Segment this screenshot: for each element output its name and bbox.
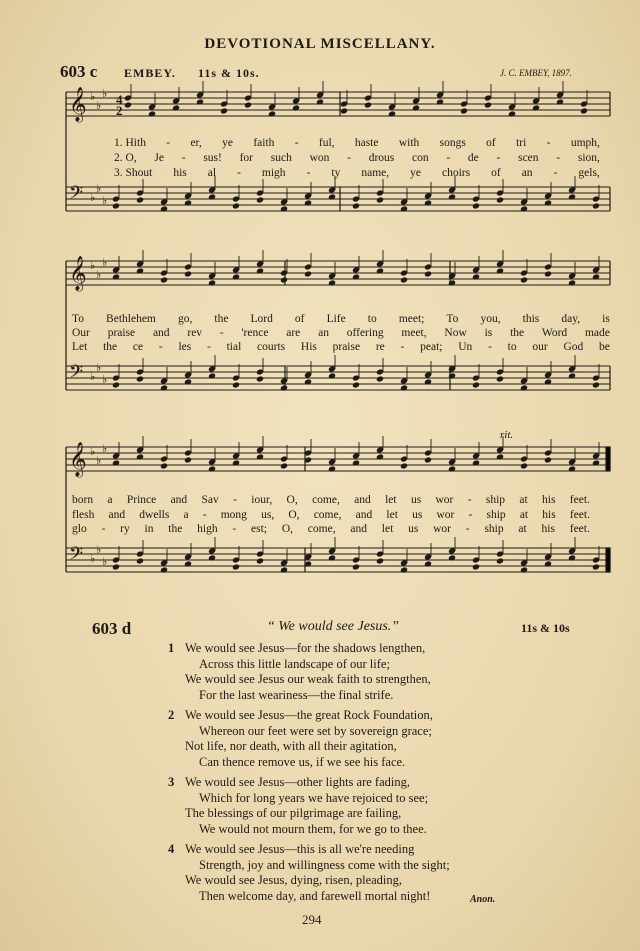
lyric-syllable: - [101, 523, 106, 535]
lyric-syllable: rev [187, 327, 203, 339]
lyric-syllable: go, [177, 313, 193, 325]
lyric-syllable: ty [331, 167, 341, 179]
page-number: 294 [302, 912, 322, 927]
flat-sign: ♭ [96, 99, 102, 112]
lyric-syllable: - [468, 509, 473, 521]
final-bar [606, 447, 610, 471]
lyric-syllable: come, [313, 509, 342, 521]
lyric-syllable: Sav [201, 494, 219, 506]
flat-sign: ♭ [90, 370, 96, 383]
note-head [424, 456, 432, 463]
lyric-syllable: ship [484, 523, 504, 535]
lyric-syllable: - [202, 509, 207, 521]
lyric-syllable: les [178, 341, 192, 353]
note-head [112, 202, 120, 209]
lyric-syllable: sus! [203, 152, 222, 164]
lyric-syllable: Our [72, 327, 90, 339]
lyric-syllable: born [72, 494, 94, 506]
note-head [136, 375, 144, 382]
lyric-syllable: glo [72, 523, 87, 535]
stanza-number: 3 [168, 775, 175, 789]
lyric-syllable: meet, [401, 327, 427, 339]
stanza-line: Which for long years we have rejoiced to see; [199, 790, 429, 805]
note-head [232, 381, 240, 388]
note-head [112, 381, 120, 388]
lyric-line [72, 494, 590, 506]
lyric-syllable: wor [436, 509, 455, 521]
lyric-syllable: ye [410, 167, 421, 179]
note-head [520, 276, 528, 283]
flat-sign: ♭ [90, 552, 96, 565]
lyric-syllable: songs [439, 137, 466, 149]
lyric-syllable: made [584, 327, 610, 339]
hymn-title: “ We would see Jesus.” [267, 619, 400, 634]
note-head [256, 375, 264, 382]
lyric-syllable: ce [132, 341, 144, 353]
lyric-line [114, 137, 600, 149]
lyric-syllable: ship [486, 509, 506, 521]
lyric-syllable: let [386, 509, 398, 521]
lyric-syllable: in [144, 523, 154, 535]
lyric-syllable: us [412, 509, 423, 521]
rit-marking: rit. [500, 429, 514, 441]
stanza-number: 2 [168, 708, 175, 722]
lyric-syllable: - [347, 152, 351, 164]
note-head [472, 202, 480, 209]
bass-clef: 𝄢 [69, 544, 84, 569]
stanza-line: We would see Jesus—the great Rock Foundation, [185, 708, 433, 722]
lyric-syllable: O, [288, 509, 300, 521]
flat-sign: ♭ [96, 182, 102, 195]
lyric-syllable: at [518, 523, 527, 535]
lyric-syllable: er, [190, 137, 202, 149]
lyric-syllable: let [381, 523, 394, 535]
flat-sign: ♭ [102, 87, 108, 100]
lyric-syllable: - [553, 167, 558, 179]
note-head [376, 557, 384, 564]
lyric-syllable: al [207, 167, 217, 179]
lyric-syllable: sion, [577, 152, 600, 164]
lyric-syllable: mong [220, 509, 247, 521]
time-signature-lower: 2 [116, 103, 123, 118]
treble-clef: 𝄞 [69, 87, 87, 122]
lyric-syllable: iour, [251, 494, 273, 506]
note-head [184, 456, 192, 463]
lyric-syllable: - [496, 152, 501, 164]
lyric-syllable: O, [286, 494, 298, 506]
lyric-syllable: - [465, 523, 470, 535]
tune-name: EMBEY. [124, 66, 176, 80]
lyric-syllable: haste [354, 137, 379, 149]
stanza [168, 708, 433, 770]
lyric-syllable: and [152, 327, 170, 339]
bass-clef: 𝄢 [69, 362, 84, 387]
note-head [160, 462, 168, 469]
stanza-line: We would see Jesus, dying, risen, pleading, [185, 873, 403, 887]
lyric-syllable: and [170, 494, 188, 506]
lyric-syllable: umph, [570, 137, 600, 149]
stanza-line: Then welcome day, and farewell mortal night! [199, 888, 431, 903]
lyric-syllable: Lord [250, 313, 273, 325]
note-head [232, 202, 240, 209]
lyric-syllable: peat; [420, 341, 443, 353]
treble-clef: 𝄞 [69, 442, 87, 477]
lyric-syllable: est; [251, 523, 268, 535]
note-head [304, 270, 312, 277]
lyric-line [72, 509, 590, 521]
note-head [124, 101, 132, 108]
lyric-syllable: and [350, 523, 367, 535]
note-head [484, 101, 492, 108]
hymn-number-b: 603 d [92, 619, 132, 638]
lyric-syllable: praise [332, 341, 361, 353]
stanza [168, 842, 450, 904]
note-head [160, 276, 168, 283]
time-signature: 4 [116, 92, 123, 107]
flat-sign: ♭ [90, 191, 96, 204]
note-head [184, 270, 192, 277]
running-head: DEVOTIONAL MISCELLANY. [204, 36, 436, 52]
lyric-syllable: are [286, 327, 301, 339]
note-head [592, 563, 600, 570]
stanza-number: 1 [168, 641, 175, 655]
lyric-syllable: his [542, 494, 556, 506]
lyric-syllable: God [563, 341, 584, 353]
lyric-syllable: - [206, 341, 211, 353]
lyric-syllable: - [546, 137, 551, 149]
lyric-syllable: feet. [569, 523, 590, 535]
stanza-line: Whereon our feet were set by sovereign grace; [199, 723, 432, 738]
lyric-syllable: choirs [442, 167, 471, 179]
final-bar [606, 548, 610, 572]
lyric-syllable: Prince [126, 494, 157, 506]
lyric-syllable: dwells [139, 509, 170, 521]
flat-sign: ♭ [102, 256, 108, 269]
meter-b: 11s & 10s [521, 621, 570, 635]
flat-sign: ♭ [96, 454, 102, 467]
lyric-syllable: for [239, 152, 254, 164]
lyric-syllable: praise [107, 327, 136, 339]
lyric-syllable: To [72, 313, 84, 325]
note-head [544, 270, 552, 277]
flat-sign: ♭ [102, 194, 108, 207]
note-head [520, 462, 528, 469]
lyric-syllable: of [486, 137, 496, 149]
lyric-syllable: 'rence [241, 327, 269, 339]
note-head [112, 563, 120, 570]
note-head [580, 107, 588, 114]
lyric-syllable: Now [444, 327, 467, 339]
lyric-syllable: come, [312, 494, 340, 506]
lyric-syllable: his [542, 509, 556, 521]
lyric-syllable: - [467, 494, 472, 506]
note-head [460, 107, 468, 114]
lyric-syllable: be [599, 341, 610, 353]
lyric-syllable: - [488, 341, 492, 353]
lyric-syllable: To [446, 313, 459, 325]
stanza-number: 4 [168, 842, 175, 856]
lyric-line [72, 313, 610, 325]
lyric-syllable: his [541, 523, 555, 535]
lyric-syllable: Life [326, 313, 346, 325]
flat-sign: ♭ [90, 90, 96, 103]
lyric-syllable: day, [561, 313, 581, 325]
lyric-syllable: - [446, 152, 451, 164]
lyric-syllable: won [309, 152, 330, 164]
stanza-line: The blessings of our pilgrimage are failing, [185, 806, 402, 820]
lyric-syllable: gels, [578, 167, 600, 179]
stanza-line: We would see Jesus—other lights are fading, [185, 775, 410, 789]
note-head [496, 375, 504, 382]
note-head [400, 276, 408, 283]
lyric-syllable: 1. Hith [114, 137, 146, 149]
note-head [472, 563, 480, 570]
lyric-syllable: 2. O, [114, 152, 137, 164]
stanza-line: We would see Jesus—for the shadows lengthen, [185, 641, 426, 655]
meter: 11s & 10s. [198, 66, 260, 80]
flat-sign: ♭ [102, 555, 108, 568]
lyric-syllable: - [232, 523, 237, 535]
lyric-syllable: to [507, 341, 517, 353]
stanza [168, 775, 428, 837]
note-head [472, 381, 480, 388]
note-head [256, 557, 264, 564]
flat-sign: ♭ [90, 259, 96, 272]
lyric-syllable: name, [361, 167, 390, 179]
flat-sign: ♭ [90, 445, 96, 458]
lyric-syllable: meet; [398, 313, 425, 325]
lyric-syllable: - [237, 167, 241, 179]
lyric-syllable: and [108, 509, 126, 521]
flat-sign: ♭ [96, 268, 102, 281]
lyric-syllable: such [270, 152, 292, 164]
lyric-syllable: you, [480, 313, 501, 325]
note-head [376, 196, 384, 203]
lyric-syllable: tial [226, 341, 242, 353]
lyric-syllable: the [214, 313, 229, 325]
lyric-line [72, 327, 610, 339]
note-head [496, 196, 504, 203]
lyric-syllable: - [556, 152, 561, 164]
lyric-line [72, 523, 590, 535]
lyric-syllable: Let [72, 341, 88, 353]
lyric-syllable: feet. [569, 494, 590, 506]
note-head [256, 196, 264, 203]
lyric-syllable: the [103, 341, 118, 353]
flat-sign: ♭ [96, 543, 102, 556]
lyric-syllable: courts [257, 341, 286, 353]
lyric-syllable: ful, [318, 137, 335, 149]
note-head [244, 101, 252, 108]
stanza-line: We would see Jesus—this is all we're needing [185, 842, 415, 856]
lyric-syllable: - [306, 167, 311, 179]
lyric-syllable: Un [458, 341, 473, 353]
lyric-syllable: offering [346, 327, 384, 339]
lyric-syllable: ye [222, 137, 233, 149]
lyric-syllable: ry [120, 523, 130, 535]
lyric-syllable: wor [433, 523, 451, 535]
lyric-syllable: Bethlehem [106, 313, 156, 325]
note-head [364, 101, 372, 108]
lyric-syllable: tri [516, 137, 527, 149]
note-head [400, 462, 408, 469]
composer: J. C. EMBEY, 1897. [500, 68, 572, 78]
bass-clef: 𝄢 [69, 183, 84, 208]
lyric-syllable: of [491, 167, 501, 179]
lyric-syllable: of [294, 313, 305, 325]
note-head [592, 381, 600, 388]
lyric-syllable: is [484, 327, 493, 339]
note-head [424, 270, 432, 277]
lyric-syllable: - [400, 341, 405, 353]
lyric-syllable: his [173, 167, 187, 179]
lyric-syllable: at [519, 494, 528, 506]
lyric-syllable: feet. [569, 509, 590, 521]
stanza-line: We would not mourn them, for we go to thee. [199, 821, 427, 836]
stanza [168, 641, 431, 703]
note-head [352, 563, 360, 570]
lyric-syllable: let [385, 494, 397, 506]
lyric-syllable: an [521, 167, 533, 179]
note-head [340, 107, 348, 114]
lyric-syllable: high [197, 523, 218, 535]
attribution: Anon. [470, 894, 496, 905]
lyric-syllable: wor [435, 494, 454, 506]
lyric-syllable: us [410, 494, 422, 506]
lyric-syllable: - [219, 327, 224, 339]
note-head [592, 202, 600, 209]
lyric-syllable: come, [307, 523, 336, 535]
lyric-line [114, 152, 600, 164]
note-head [136, 196, 144, 203]
note-head [352, 381, 360, 388]
note-head [376, 375, 384, 382]
stanza-line: For the last weariness—the final strife. [199, 687, 394, 702]
lyric-syllable: a [107, 494, 113, 506]
stanza-line: Across this little landscape of our life; [199, 656, 390, 671]
treble-clef: 𝄞 [69, 256, 87, 291]
note-head [220, 107, 228, 114]
lyric-line [72, 341, 610, 353]
lyric-syllable: re [375, 341, 385, 353]
note-head [280, 276, 288, 283]
lyric-syllable: faith [253, 137, 275, 149]
lyric-syllable: and [355, 509, 373, 521]
lyric-syllable: is [602, 313, 610, 325]
lyric-syllable: us [408, 523, 419, 535]
lyric-syllable: at [519, 509, 529, 521]
lyric-syllable: migh [261, 167, 286, 179]
lyric-syllable: - [181, 152, 186, 164]
lyric-syllable: - [158, 341, 163, 353]
note-head [232, 563, 240, 570]
lyric-syllable: Je [154, 152, 165, 164]
lyric-syllable: a [183, 509, 189, 521]
lyric-syllable: this [522, 313, 540, 325]
lyric-syllable: with [398, 137, 420, 149]
stanza-line: Not life, nor death, with all their agitation, [185, 739, 397, 753]
lyric-syllable: drous [368, 152, 395, 164]
lyric-syllable: con [412, 152, 429, 164]
note-head [544, 456, 552, 463]
lyric-syllable: - [294, 137, 299, 149]
lyric-syllable: 3. Shout [114, 167, 153, 179]
lyric-syllable: His [300, 341, 317, 353]
note-head [352, 202, 360, 209]
lyric-syllable: an [318, 327, 329, 339]
stanza-line: Can thence remove us, if we see his face. [199, 754, 406, 769]
lyric-syllable: - [166, 137, 171, 149]
note-head [496, 557, 504, 564]
hymn-number: 603 c [60, 62, 98, 81]
note-head [280, 462, 288, 469]
stanza-line: Strength, joy and willingness come with the sight; [199, 857, 450, 872]
lyric-syllable: ship [485, 494, 506, 506]
flat-sign: ♭ [102, 373, 108, 386]
stanza-line: We would see Jesus our weak faith to strengthen, [185, 672, 431, 686]
lyric-syllable: flesh [72, 509, 95, 521]
lyric-syllable: the [510, 327, 525, 339]
lyric-syllable: O, [281, 523, 293, 535]
flat-sign: ♭ [102, 442, 108, 455]
lyric-syllable: and [354, 494, 371, 506]
lyric-syllable: - [233, 494, 237, 506]
lyric-syllable: us, [261, 509, 275, 521]
lyric-syllable: scen [518, 152, 539, 164]
lyric-syllable: to [367, 313, 377, 325]
flat-sign: ♭ [96, 361, 102, 374]
lyric-syllable: Word [541, 327, 568, 339]
lyric-line [114, 167, 600, 179]
note-head [136, 557, 144, 564]
lyric-syllable: de [467, 152, 479, 164]
lyric-syllable: our [532, 341, 548, 353]
lyric-syllable: the [168, 523, 183, 535]
